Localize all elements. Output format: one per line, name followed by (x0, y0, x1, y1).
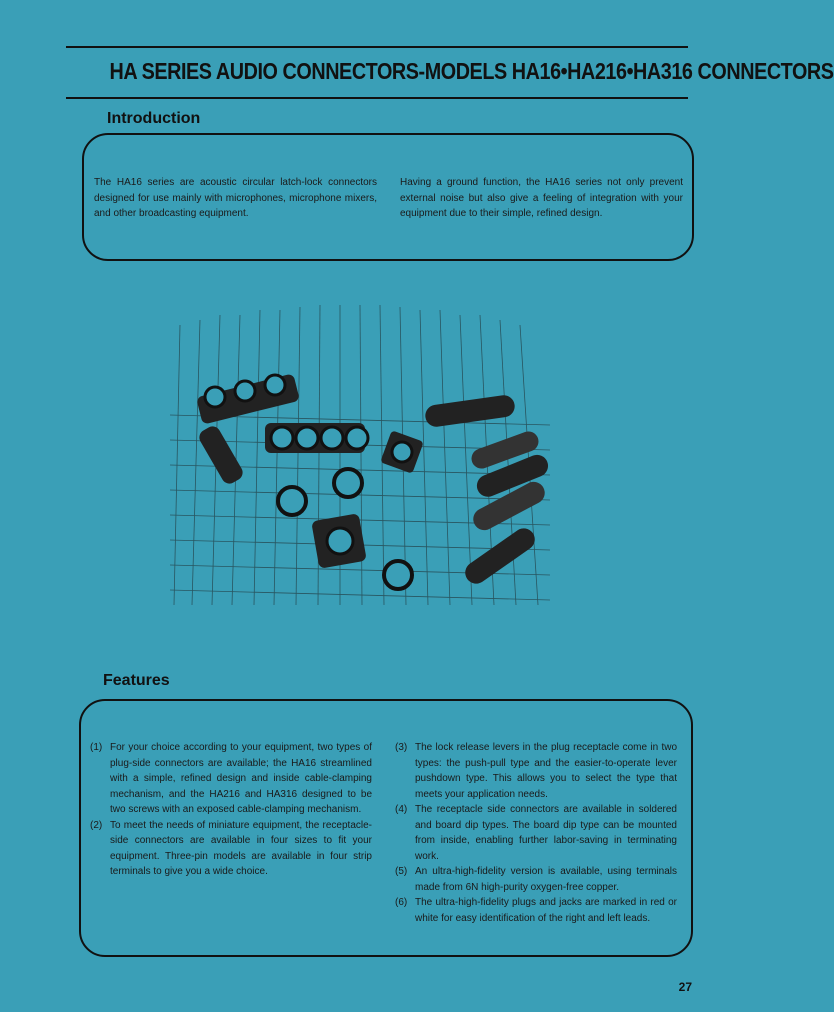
feature-item (395, 802, 677, 864)
feature-number: (3) (395, 742, 408, 753)
page-number: 27 (678, 980, 692, 994)
feature-text: The receptacle side connectors are available in soldered and board dip types. The board dip type can be mounted from inside, enabling further labor-saving in terminating work. (415, 804, 677, 862)
connectors-photo (170, 305, 550, 605)
features-col1 (90, 740, 372, 880)
page-title: HA SERIES AUDIO CONNECTORS-MODELS HA16•HA216•HA316 CONNECTORS (109, 58, 834, 84)
feature-item (90, 740, 372, 818)
title-rule (66, 97, 688, 99)
introduction-heading: Introduction (107, 110, 201, 127)
feature-text: For your choice according to your equipment, two types of plug-side connectors are available; the HA16 streamlined with a simple, refined design and inside cable-clamping mechanism, and the HA216 and HA316 designed to be two screws with an exposed cable-clamping mechanism. (110, 742, 372, 815)
feature-number: (2) (90, 819, 103, 831)
introduction-col1: The HA16 series are acoustic circular latch-lock connectors designed for use mainly with microphones, microphone mixers, and other broadcasting equipment. (94, 177, 377, 219)
top-rule (66, 46, 688, 48)
feature-number: (1) (90, 742, 103, 753)
feature-item (395, 740, 677, 802)
features-col2 (395, 740, 677, 926)
introduction-col2: Having a ground function, the HA16 series not only prevent external noise but also give a feeling of integration with your equipment due to their simple, refined design. (400, 177, 683, 219)
feature-number: (6) (395, 897, 408, 908)
feature-item (90, 818, 372, 880)
feature-number: (5) (395, 866, 408, 877)
feature-text: To meet the needs of miniature equipment, the receptacle-side connectors are available in four sizes to fit your equipment. Three-pin models are available in four strip terminals to give you a wide choice. (110, 819, 372, 877)
feature-text: The lock release levers in the plug receptacle come in two types: the push-pull type and the easier-to-operate lever pushdown type. This allows you to select the type that meets your application needs. (415, 742, 677, 800)
feature-item (395, 864, 677, 895)
features-heading: Features (103, 672, 170, 689)
feature-text: An ultra-high-fidelity version is available, using terminals made from 6N high-purity oxygen-free copper. (415, 866, 677, 893)
feature-text: The ultra-high-fidelity plugs and jacks are marked in red or white for easy identification of the right and left leads. (415, 897, 677, 924)
feature-number: (4) (395, 804, 408, 815)
feature-item (395, 895, 677, 926)
